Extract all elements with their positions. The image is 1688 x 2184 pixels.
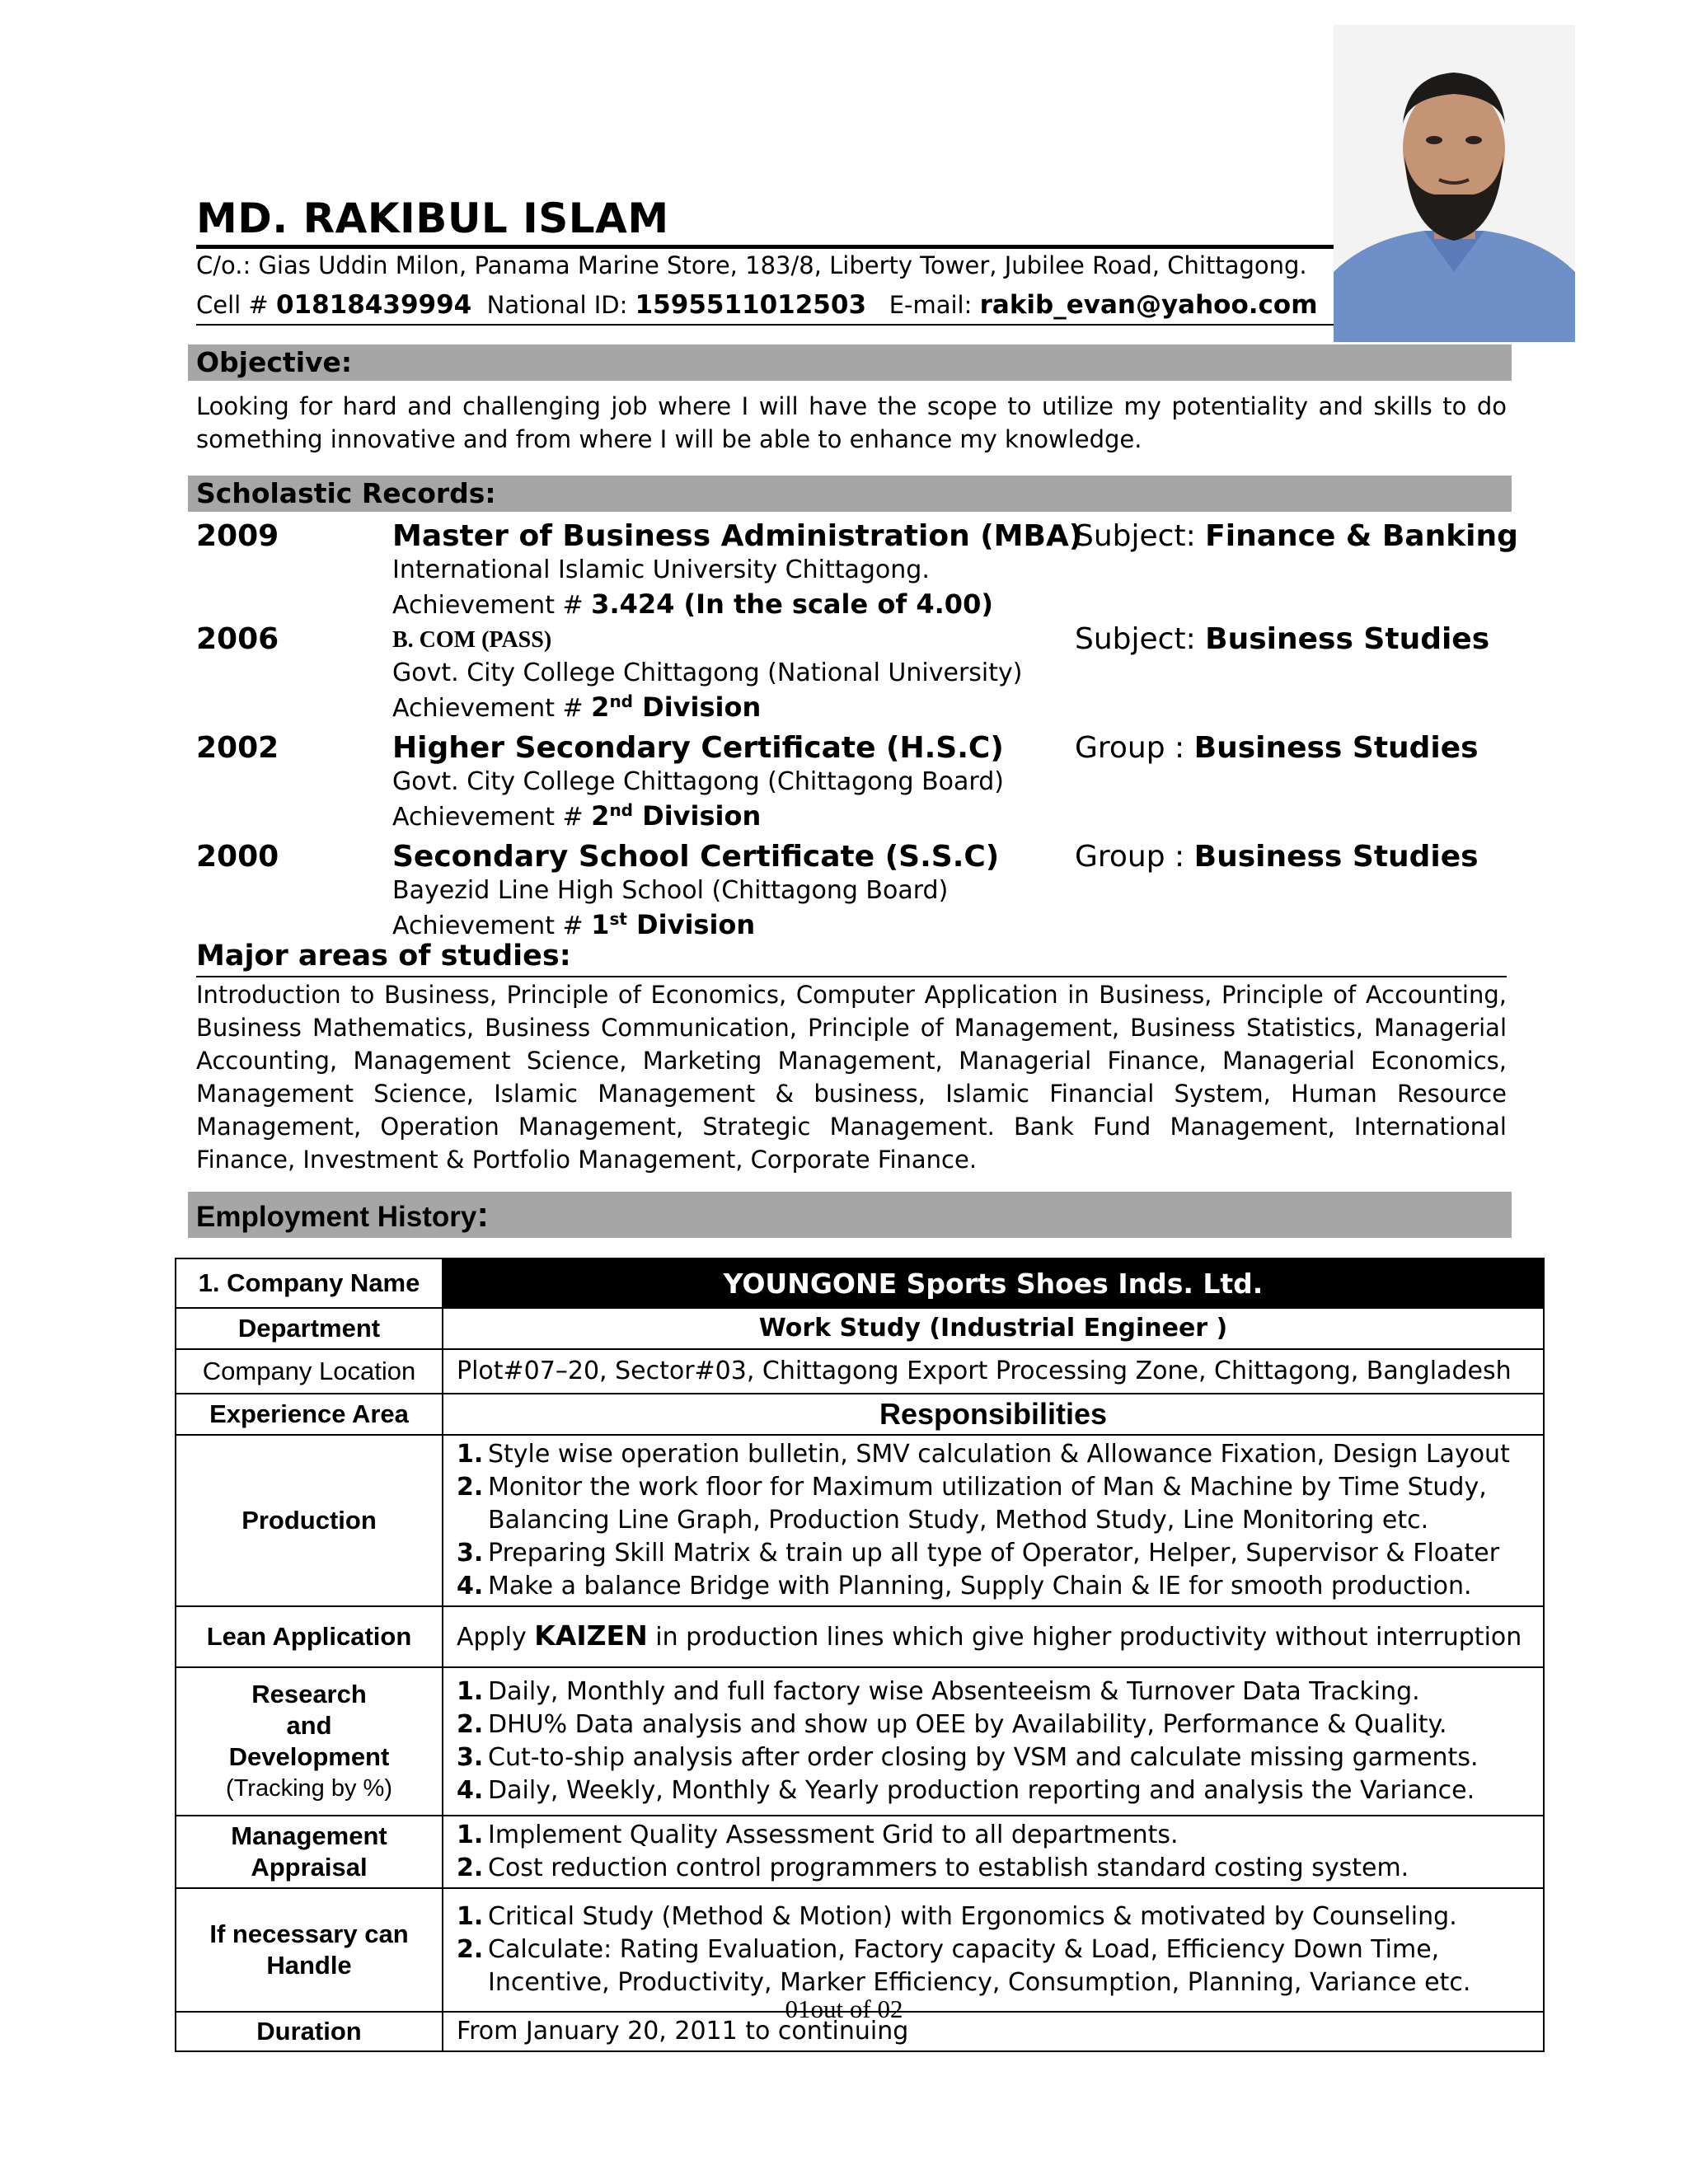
list-item <box>457 1900 1543 1933</box>
major-areas-underline <box>196 976 1507 977</box>
subject-label: Subject: <box>1075 519 1206 553</box>
table-row <box>176 1258 1544 1308</box>
production-list <box>443 1435 1544 1606</box>
list-item <box>457 1933 1543 1999</box>
lean-application-label: Lean Application <box>176 1606 443 1667</box>
item-text: Preparing Skill Matrix & train up all type of Operator, Helper, Supervisor & Floater <box>488 1539 1500 1568</box>
contact-underline <box>196 324 1334 326</box>
candidate-name: MD. RAKIBUL ISLAM <box>196 194 669 242</box>
achievement-label: Achievement # <box>392 591 592 620</box>
lean-keyword: KAIZEN <box>534 1619 648 1652</box>
achievement-suffix: nd <box>609 691 633 711</box>
objective-text: Looking for hard and challenging job where I will have the scope to utilize my potentiality and skills to do something innovative and from where I will be able to enhance my knowledge. <box>196 392 1507 453</box>
research-label-line: Development <box>228 1742 390 1771</box>
table-row <box>176 1816 1544 1888</box>
national-id: 1595511012503 <box>635 290 867 320</box>
list-item <box>457 1438 1543 1471</box>
subject-label: Subject: <box>1075 622 1206 656</box>
management-label-line: Appraisal <box>251 1853 368 1882</box>
location-value: Plot#07–20, Sector#03, Chittagong Export Processing Zone, Chittagong, Bangladesh <box>443 1349 1544 1394</box>
item-text: Cut-to-ship analysis after order closing by VSM and calculate missing garments. <box>488 1743 1479 1772</box>
address-line: C/o.: Gias Uddin Milon, Panama Marine Store, 183/8, Liberty Tower, Jubilee Road, Chittagong. <box>196 251 1307 279</box>
lean-application-value <box>443 1606 1544 1667</box>
list-item <box>457 1471 1543 1537</box>
education-year: 2002 <box>196 731 279 765</box>
management-appraisal-label <box>176 1816 443 1888</box>
education-degree: Master of Business Administration (MBA) <box>392 519 1083 553</box>
objective-heading: Objective: <box>188 344 1512 381</box>
employment-heading-colon: : <box>476 1194 490 1235</box>
item-text: Make a balance Bridge with Planning, Supply Chain & IE for smooth production. <box>488 1572 1472 1601</box>
management-list <box>443 1816 1544 1888</box>
item-text: Cost reduction control programmers to establish standard costing system. <box>488 1854 1409 1882</box>
achievement-number: 1 <box>591 909 610 940</box>
subject-label: Group : <box>1075 731 1194 765</box>
list-item <box>457 1741 1543 1774</box>
achievement-suffix: nd <box>609 800 633 820</box>
management-label-line: Management <box>231 1821 387 1850</box>
list-item <box>457 1675 1543 1708</box>
item-number: 2. <box>457 1935 484 1964</box>
education-subject <box>1075 840 1479 874</box>
location-label: Company Location <box>176 1349 443 1394</box>
table-row <box>176 1394 1544 1435</box>
item-number: 1. <box>457 1677 484 1706</box>
item-number: 3. <box>457 1743 484 1772</box>
list-item <box>457 1852 1543 1885</box>
item-text: Calculate: Rating Evaluation, Factory capacity & Load, Efficiency Down Time, Incentive, Productivity, Marker Efficiency, Consumption, Planning, Variance etc. <box>488 1935 1471 1997</box>
duration-label: Duration <box>176 2012 443 2051</box>
handle-label-line: If necessary can <box>209 1919 409 1948</box>
achievement-rest: Division <box>633 800 762 832</box>
item-number: 1. <box>457 1821 484 1849</box>
experience-area-label: Experience Area <box>176 1394 443 1435</box>
item-number: 2. <box>457 1854 484 1882</box>
research-label-line: Research <box>251 1680 367 1708</box>
education-subject <box>1075 731 1479 765</box>
table-row <box>176 1349 1544 1394</box>
education-achievement <box>392 909 755 940</box>
employment-heading-text: Employment History <box>196 1201 477 1233</box>
list-item <box>457 1819 1543 1852</box>
education-institution: Bayezid Line High School (Chittagong Board) <box>392 876 949 905</box>
research-label <box>176 1667 443 1816</box>
subject-value: Finance & Banking <box>1205 519 1518 553</box>
cell-number: 01818439994 <box>275 290 472 320</box>
item-text: Daily, Monthly and full factory wise Absenteeism & Turnover Data Tracking. <box>488 1677 1420 1706</box>
list-item <box>457 1537 1543 1570</box>
achievement-label: Achievement # <box>392 803 592 832</box>
education-subject <box>1075 519 1518 553</box>
item-number: 2. <box>457 1710 484 1739</box>
email-address[interactable]: rakib_evan@yahoo.com <box>979 290 1318 320</box>
production-label: Production <box>176 1435 443 1606</box>
list-item <box>457 1708 1543 1741</box>
education-subject <box>1075 622 1489 656</box>
subject-value: Business Studies <box>1193 840 1479 874</box>
cell-label: Cell # <box>196 291 276 319</box>
table-row <box>176 1888 1544 2012</box>
employment-table <box>175 1258 1545 2052</box>
achievement-number: 2 <box>591 800 610 832</box>
item-text: Implement Quality Assessment Grid to all departments. <box>488 1821 1179 1849</box>
achievement-label: Achievement # <box>392 912 592 940</box>
achievement-rest: Division <box>626 909 756 940</box>
company-name: YOUNGONE Sports Shoes Inds. Ltd. <box>443 1258 1544 1308</box>
education-institution: Govt. City College Chittagong (National University) <box>392 658 1023 687</box>
achievement-suffix: st <box>609 909 627 929</box>
handle-list <box>443 1888 1544 2012</box>
table-row <box>176 1308 1544 1349</box>
subject-value: Business Studies <box>1205 622 1490 656</box>
education-degree: Higher Secondary Certificate (H.S.C) <box>392 731 1004 765</box>
nid-label: National ID: <box>486 291 635 319</box>
item-text: Daily, Weekly, Monthly & Yearly production reporting and analysis the Variance. <box>488 1776 1475 1805</box>
list-item <box>457 1570 1543 1603</box>
education-achievement <box>392 588 993 620</box>
contact-line <box>196 290 1318 320</box>
page-number: 01out of 02 <box>785 1994 903 2023</box>
department-value: Work Study (Industrial Engineer ) <box>443 1308 1544 1349</box>
education-achievement <box>392 691 761 723</box>
item-text: DHU% Data analysis and show up OEE by Availability, Performance & Quality. <box>488 1710 1447 1739</box>
research-note: (Tracking by %) <box>226 1775 392 1802</box>
table-row <box>176 1667 1544 1816</box>
education-year: 2009 <box>196 519 279 553</box>
item-number: 1. <box>457 1902 484 1931</box>
education-achievement <box>392 800 761 832</box>
education-institution: Govt. City College Chittagong (Chittagong Board) <box>392 767 1004 796</box>
item-text: Monitor the work floor for Maximum utilization of Man & Machine by Time Study, Balancing Line Graph, Production Study, Method Study, Line Monitoring etc. <box>488 1473 1487 1535</box>
employment-heading <box>188 1192 1512 1238</box>
email-label: E-mail: <box>889 291 980 319</box>
profile-photo <box>1334 25 1575 342</box>
list-item <box>457 1774 1543 1807</box>
handle-label-line: Handle <box>266 1951 352 1980</box>
research-list <box>443 1667 1544 1816</box>
subject-label: Group : <box>1075 840 1194 874</box>
education-degree: Secondary School Certificate (S.S.C) <box>392 840 1000 874</box>
research-label-line: and <box>286 1711 332 1740</box>
item-number: 4. <box>457 1776 484 1805</box>
education-degree: B. COM (PASS) <box>392 627 552 653</box>
department-label: Department <box>176 1308 443 1349</box>
table-row <box>176 1606 1544 1667</box>
subject-value: Business Studies <box>1193 731 1479 765</box>
company-name-label: 1. Company Name <box>176 1258 443 1308</box>
education-year: 2006 <box>196 622 279 656</box>
item-text: Critical Study (Method & Motion) with Ergonomics & motivated by Counseling. <box>488 1902 1457 1931</box>
education-year: 2000 <box>196 840 279 874</box>
major-areas-heading: Major areas of studies: <box>196 940 571 972</box>
item-text: Style wise operation bulletin, SMV calculation & Allowance Fixation, Design Layout <box>488 1440 1510 1469</box>
scholastic-heading: Scholastic Records: <box>188 476 1512 512</box>
item-number: 2. <box>457 1473 484 1502</box>
item-number: 3. <box>457 1539 484 1568</box>
item-number: 1. <box>457 1440 484 1469</box>
handle-label <box>176 1888 443 2012</box>
table-row <box>176 1435 1544 1606</box>
education-institution: International Islamic University Chittagong. <box>392 555 930 584</box>
major-areas-text: Introduction to Business, Principle of Economics, Computer Application in Business, Principle of Accounting, Business Mathematics, Business Communication, Principle of Management, Business Statistics, Managerial Accounting, Management Science, Marketing Management, Managerial Finance, Managerial Economics, Management Science, Islamic Management & business, Islamic Financial System, Human Resource Management, Operation Management, Strategic Management. Bank Fund Management, International Finance, Investment & Portfolio Management, Corporate Finance. <box>196 981 1507 1174</box>
name-underline <box>196 245 1334 249</box>
lean-pre: Apply <box>457 1623 535 1652</box>
achievement-value: 3.424 (In the scale of 4.00) <box>591 588 993 620</box>
duration-value: From January 20, 2011 to continuing <box>443 2012 1544 2051</box>
achievement-rest: Division <box>633 691 762 723</box>
responsibilities-label: Responsibilities <box>443 1394 1544 1435</box>
lean-post: in production lines which give higher productivity without interruption <box>647 1623 1522 1652</box>
item-number: 4. <box>457 1572 484 1601</box>
achievement-label: Achievement # <box>392 694 592 723</box>
achievement-number: 2 <box>591 691 610 723</box>
